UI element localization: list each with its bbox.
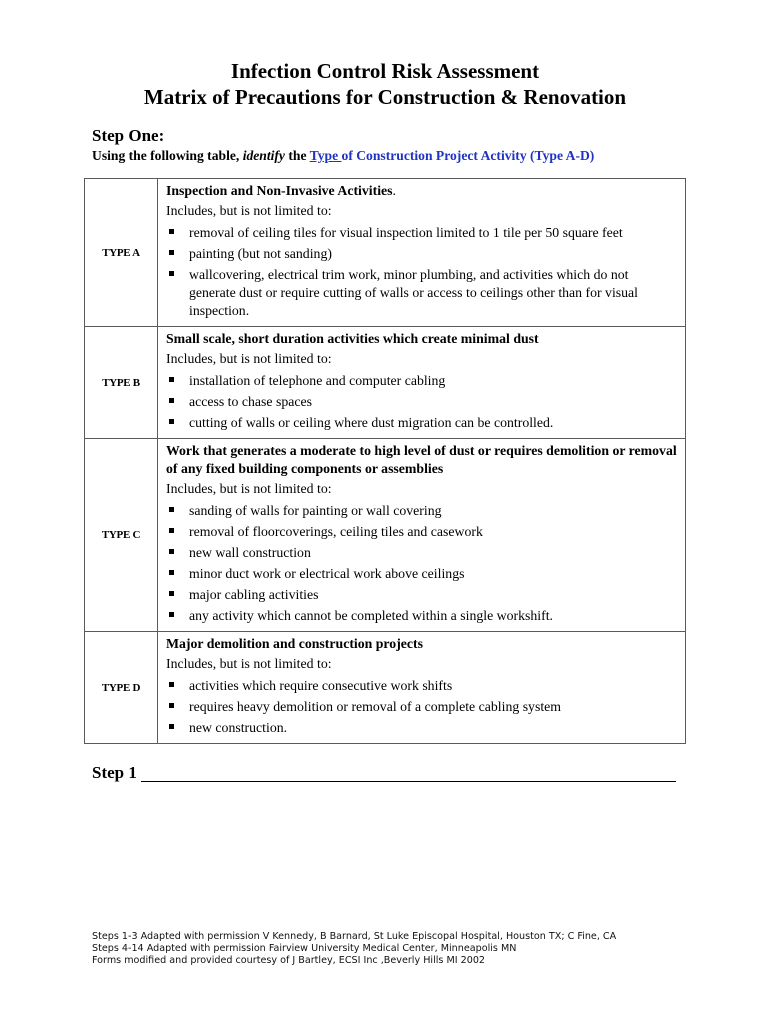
includes-text: Includes, but is not limited to: xyxy=(166,481,332,496)
title-line-2: Matrix of Precautions for Construction & Renovation xyxy=(143,85,627,109)
footer-line-1: Steps 1-3 Adapted with permission V Kennedy, B Barnard, St Luke Episcopal Hospital, Houston TX; C Fine, CA xyxy=(92,931,617,942)
footer-credits xyxy=(92,931,616,967)
list-item xyxy=(166,544,677,562)
square-bullet-icon xyxy=(169,507,174,512)
type-description xyxy=(158,327,686,439)
list-item-text: removal of ceiling tiles for visual inspection limited to 1 tile per 50 square feet xyxy=(189,225,623,240)
type-title xyxy=(166,635,677,653)
instruction-the: the xyxy=(284,148,310,163)
step-one-instruction xyxy=(92,148,594,164)
type-description xyxy=(158,632,686,744)
list-item-text: painting (but not sanding) xyxy=(189,246,332,261)
type-row xyxy=(85,327,686,439)
list-item xyxy=(166,565,677,583)
title-line-1: Infection Control Risk Assessment xyxy=(230,59,540,83)
list-item xyxy=(166,719,677,737)
list-item-text: requires heavy demolition or removal of a complete cabling system xyxy=(189,699,562,714)
square-bullet-icon xyxy=(169,229,174,234)
type-title-text: Small scale, short duration activities which create minimal dust xyxy=(166,331,539,346)
list-item-text: any activity which cannot be completed within a single workshift. xyxy=(189,608,553,623)
list-item-text: removal of floorcoverings, ceiling tiles and casework xyxy=(189,524,483,539)
document-title xyxy=(0,58,770,110)
type-row xyxy=(85,439,686,632)
includes-text: Includes, but is not limited to: xyxy=(166,203,332,218)
list-item-text: wallcovering, electrical trim work, minor plumbing, and activities which do not generate dust or require cutting of walls or access to ceilings other than for visual inspection. xyxy=(189,267,639,318)
activity-list xyxy=(166,224,677,320)
instruction-suffix: of Construction Project Activity (Type A-D) xyxy=(341,148,595,163)
list-item-text: new construction. xyxy=(189,720,288,735)
list-item-text: minor duct work or electrical work above ceilings xyxy=(189,566,465,581)
list-item xyxy=(166,586,677,604)
list-item xyxy=(166,266,677,320)
list-item xyxy=(166,224,677,242)
list-item xyxy=(166,677,677,695)
square-bullet-icon xyxy=(169,528,174,533)
square-bullet-icon xyxy=(169,703,174,708)
type-label: TYPE B xyxy=(85,327,158,439)
square-bullet-icon xyxy=(169,377,174,382)
step-1-answer-line[interactable] xyxy=(141,781,676,782)
type-description xyxy=(158,439,686,632)
list-item xyxy=(166,414,677,432)
footer-line-3: Forms modified and provided courtesy of J Bartley, ECSI Inc ,Beverly Hills MI 2002 xyxy=(92,955,486,966)
instruction-prefix: Using the following table, xyxy=(92,148,243,163)
type-row xyxy=(85,632,686,744)
type-title-text: Inspection and Non-Invasive Activities xyxy=(166,183,393,198)
list-item xyxy=(166,372,677,390)
type-link[interactable]: Type xyxy=(309,148,342,163)
type-description xyxy=(158,179,686,327)
list-item-text: activities which require consecutive work shifts xyxy=(189,678,453,693)
list-item xyxy=(166,607,677,625)
activity-list xyxy=(166,372,677,432)
list-item xyxy=(166,393,677,411)
list-item-text: sanding of walls for painting or wall covering xyxy=(189,503,442,518)
footer-line-2: Steps 4-14 Adapted with permission Fairview University Medical Center, Minneapolis MN xyxy=(92,943,517,954)
list-item-text: new wall construction xyxy=(189,545,311,560)
list-item xyxy=(166,523,677,541)
includes-text: Includes, but is not limited to: xyxy=(166,656,332,671)
type-title xyxy=(166,330,677,348)
list-item xyxy=(166,502,677,520)
square-bullet-icon xyxy=(169,591,174,596)
list-item xyxy=(166,245,677,263)
square-bullet-icon xyxy=(169,398,174,403)
type-title-suffix: . xyxy=(392,183,396,198)
type-title-text: Major demolition and construction projects xyxy=(166,636,424,651)
list-item-text: installation of telephone and computer cabling xyxy=(189,373,446,388)
type-label: TYPE C xyxy=(85,439,158,632)
construction-types-table xyxy=(84,178,686,744)
list-item-text: cutting of walls or ceiling where dust migration can be controlled. xyxy=(189,415,554,430)
type-label: TYPE D xyxy=(85,632,158,744)
list-item-text: access to chase spaces xyxy=(189,394,312,409)
includes-text: Includes, but is not limited to: xyxy=(166,351,332,366)
square-bullet-icon xyxy=(169,250,174,255)
instruction-emphasis: identify xyxy=(242,148,285,163)
list-item xyxy=(166,698,677,716)
square-bullet-icon xyxy=(169,724,174,729)
activity-list xyxy=(166,502,677,625)
type-title xyxy=(166,182,677,200)
type-row xyxy=(85,179,686,327)
type-label: TYPE A xyxy=(85,179,158,327)
square-bullet-icon xyxy=(169,612,174,617)
step-one-heading: Step One: xyxy=(92,126,165,145)
type-title xyxy=(166,442,677,478)
square-bullet-icon xyxy=(169,419,174,424)
list-item-text: major cabling activities xyxy=(189,587,319,602)
square-bullet-icon xyxy=(169,549,174,554)
activity-list xyxy=(166,677,677,737)
square-bullet-icon xyxy=(169,570,174,575)
step-1-label: Step 1 xyxy=(92,763,137,782)
square-bullet-icon xyxy=(169,682,174,687)
square-bullet-icon xyxy=(169,271,174,276)
type-title-text: Work that generates a moderate to high level of dust or requires demolition or removal of any fixed building components or assemblies xyxy=(166,443,677,476)
